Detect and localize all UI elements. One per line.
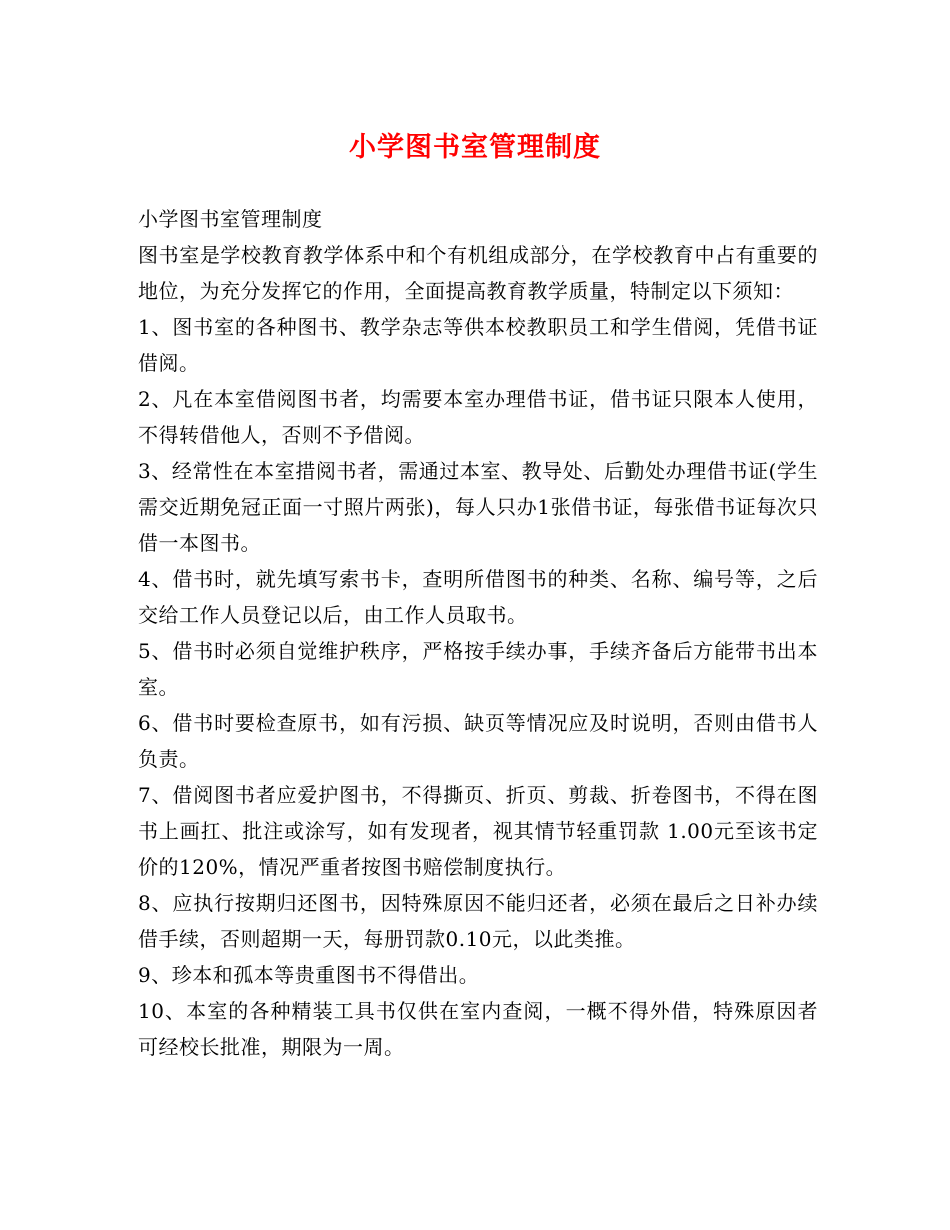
paragraph-rule-10: 10、本室的各种精装工具书仅供在室内查阅，一概不得外借，特殊原因者可经校长批准，期限为一周。 xyxy=(138,999,818,1059)
paragraph-rule-9: 9、珍本和孤本等贵重图书不得借出。 xyxy=(138,963,480,987)
paragraph-subtitle: 小学图书室管理制度 xyxy=(138,207,323,231)
document-title: 小学图书室管理制度 xyxy=(349,132,601,163)
paragraph-rule-3: 3、经常性在本室措阅书者，需通过本室、教导处、后勤处办理借书证(学生需交近期免冠正面一寸照片两张)，每人只办1张借书证，每张借书证每次只借一本图书。 xyxy=(138,459,818,555)
paragraph-rule-6: 6、借书时要检查原书，如有污损、缺页等情况应及时说明，否则由借书人负责。 xyxy=(138,711,818,771)
paragraph-rule-1: 1、图书室的各种图书、教学杂志等供本校教职员工和学生借阅，凭借书证借阅。 xyxy=(138,315,818,375)
paragraph-intro: 图书室是学校教育教学体系中和个有机组成部分，在学校教育中占有重要的地位，为充分发挥它的作用，全面提高教育教学质量，特制定以下须知： xyxy=(138,243,818,303)
paragraph-rule-2: 2、凡在本室借阅图书者，均需要本室办理借书证，借书证只限本人使用，不得转借他人，否则不予借阅。 xyxy=(138,387,818,447)
paragraph-rule-8: 8、应执行按期归还图书，因特殊原因不能归还者，必须在最后之日补办续借手续，否则超期一天，每册罚款0.10元，以此类推。 xyxy=(138,891,818,951)
paragraph-rule-5: 5、借书时必须自觉维护秩序，严格按手续办事，手续齐备后方能带书出本室。 xyxy=(138,639,818,699)
document-body xyxy=(138,201,818,1065)
paragraph-rule-7: 7、借阅图书者应爱护图书，不得撕页、折页、剪裁、折卷图书，不得在图书上画扛、批注或涂写，如有发现者，视其情节轻重罚款 1.00元至该书定价的120%，情况严重者按图书赔偿制度执行。 xyxy=(138,783,818,879)
paragraph-rule-4: 4、借书时，就先填写索书卡，查明所借图书的种类、名称、编号等，之后交给工作人员登记以后，由工作人员取书。 xyxy=(138,567,818,627)
